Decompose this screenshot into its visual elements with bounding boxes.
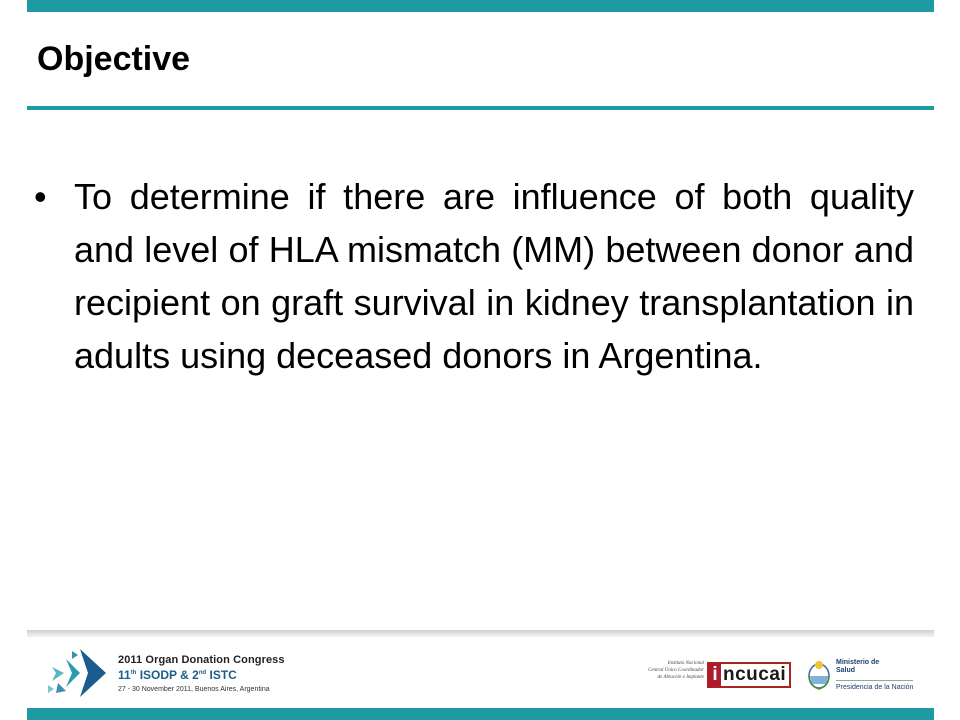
bullet-item (34, 170, 914, 382)
bullet-text: To determine if there are influence of both quality and level of HLA mismatch (MM) between donor and recipient on graft survival in kidney transplantation in adults using deceased donors in Argentina. (74, 176, 914, 376)
bullet-list (34, 170, 914, 382)
congress-date: 27 - 30 November 2011, Buenos Aires, Argentina (118, 686, 270, 693)
incucai-word: ncucai (723, 664, 787, 685)
congress-sub-prefix: 11 (118, 668, 131, 682)
congress-subtitle (118, 668, 285, 682)
congress-sub-middle: ISODP & 2 (136, 668, 199, 682)
footer-divider (27, 630, 934, 637)
congress-title: 2011 Organ Donation Congress (118, 654, 285, 666)
institute-text (634, 660, 704, 681)
bottom-accent-bar (27, 708, 934, 720)
incucai-logo (707, 662, 791, 688)
ministry-line2: Salud (836, 667, 856, 674)
coat-of-arms-icon (806, 659, 832, 691)
incucai-initial: i (709, 664, 721, 686)
ministry-text (836, 659, 913, 692)
congress-info (118, 654, 285, 693)
ministry-line1: Ministerio de (836, 659, 880, 666)
congress-logo-icon (44, 645, 114, 701)
title-divider (27, 106, 934, 110)
congress-sub-suffix: ISTC (206, 668, 237, 682)
institute-line2: Central Único Coordinador (648, 668, 704, 673)
bullet-dot-icon: • (34, 176, 47, 217)
institute-line1: Instituto Nacional (667, 661, 704, 666)
top-accent-bar (27, 0, 934, 12)
ministry-line3: Presidencia de la Nación (836, 680, 913, 692)
congress-sub-sup1: th (130, 670, 137, 676)
institute-line3: de Ablación e Implante (657, 675, 704, 680)
slide-title: Objective (37, 40, 191, 78)
congress-sub-sup2: nd (198, 670, 207, 676)
